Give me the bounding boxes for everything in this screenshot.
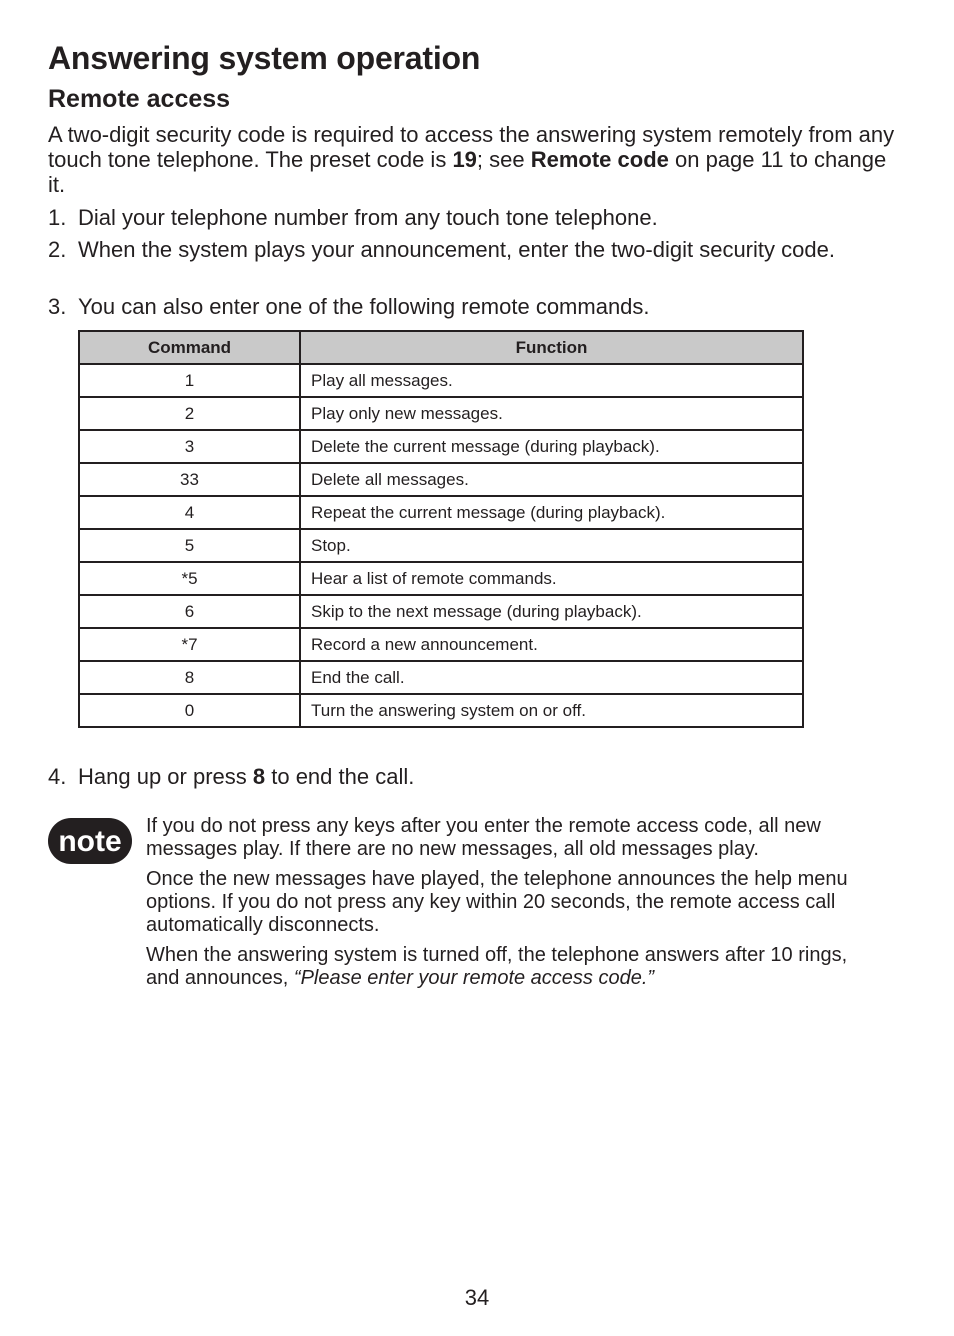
step-text: You can also enter one of the following remote commands. [78, 294, 650, 319]
function-cell: End the call. [300, 661, 803, 694]
function-cell: Hear a list of remote commands. [300, 562, 803, 595]
step-4 [48, 764, 878, 790]
table-header-row [79, 331, 803, 364]
function-cell: Repeat the current message (during playback). [300, 496, 803, 529]
command-cell: *5 [79, 562, 300, 595]
step-4-text-after: to end the call. [265, 764, 415, 789]
note-paragraph-3-text: When the answering system is turned off, the telephone answers after 10 rings, and announces, [146, 944, 848, 989]
note-text [146, 815, 886, 997]
note-paragraph-3 [146, 944, 886, 990]
function-cell: Delete all messages. [300, 463, 803, 496]
function-cell: Play all messages. [300, 364, 803, 397]
end-call-key: 8 [252, 764, 266, 789]
intro-paragraph [48, 122, 898, 197]
column-header-function: Function [300, 331, 803, 364]
table-row [79, 661, 803, 694]
remote-commands-table [78, 330, 804, 728]
intro-text-3: on page 11 to change it. [48, 147, 887, 197]
step-text: Dial your telephone number from any touch tone telephone. [78, 205, 658, 230]
column-header-command: Command [79, 331, 300, 364]
note-paragraph-1: If you do not press any keys after you enter the remote access code, all new messages play. If there are no new messages, all old messages play. [146, 815, 821, 860]
command-cell: *7 [79, 628, 300, 661]
step-3 [48, 294, 878, 320]
table-row [79, 364, 803, 397]
table-row [79, 628, 803, 661]
step-2 [48, 237, 878, 263]
command-cell: 3 [79, 430, 300, 463]
step-number: 3. [48, 294, 67, 319]
note-badge-label: note [58, 825, 122, 858]
function-cell: Turn the answering system on or off. [300, 694, 803, 727]
command-cell: 5 [79, 529, 300, 562]
table-row [79, 595, 803, 628]
table-row [79, 529, 803, 562]
step-number: 2. [48, 237, 67, 262]
step-text [78, 764, 878, 790]
table-row [79, 694, 803, 727]
step-number: 1. [48, 205, 67, 230]
function-cell: Delete the current message (during playback). [300, 430, 803, 463]
intro-text-1: A two-digit security code is required to access the answering system remotely from any touch tone telephone. The preset code is [48, 122, 895, 172]
command-cell: 4 [79, 496, 300, 529]
table-row [79, 463, 803, 496]
function-cell: Record a new announcement. [300, 628, 803, 661]
note-icon [47, 817, 133, 865]
table-row [79, 430, 803, 463]
note-paragraph-2: Once the new messages have played, the telephone announces the help menu options. If you do not press any key within 20 seconds, the remote access call automatically disconnects. [146, 868, 848, 936]
step-number: 4. [48, 764, 67, 789]
table-row [79, 562, 803, 595]
table-row [79, 496, 803, 529]
remote-code-reference: Remote code [530, 147, 669, 172]
step-text: When the system plays your announcement, enter the two-digit security code. [78, 237, 835, 262]
page-number: 34 [464, 1285, 490, 1310]
command-cell: 33 [79, 463, 300, 496]
section-title: Remote access [48, 85, 231, 113]
command-cell: 0 [79, 694, 300, 727]
command-cell: 1 [79, 364, 300, 397]
function-cell: Stop. [300, 529, 803, 562]
function-cell: Play only new messages. [300, 397, 803, 430]
note-quote: “Please enter your remote access code.” [293, 967, 655, 989]
table-row [79, 397, 803, 430]
command-cell: 8 [79, 661, 300, 694]
step-1 [48, 205, 878, 231]
function-cell: Skip to the next message (during playback). [300, 595, 803, 628]
page-title: Answering system operation [48, 40, 481, 76]
preset-code: 19 [452, 147, 477, 172]
command-cell: 2 [79, 397, 300, 430]
step-4-text-before: Hang up or press [78, 764, 253, 789]
command-cell: 6 [79, 595, 300, 628]
intro-text-2: ; see [476, 147, 531, 172]
